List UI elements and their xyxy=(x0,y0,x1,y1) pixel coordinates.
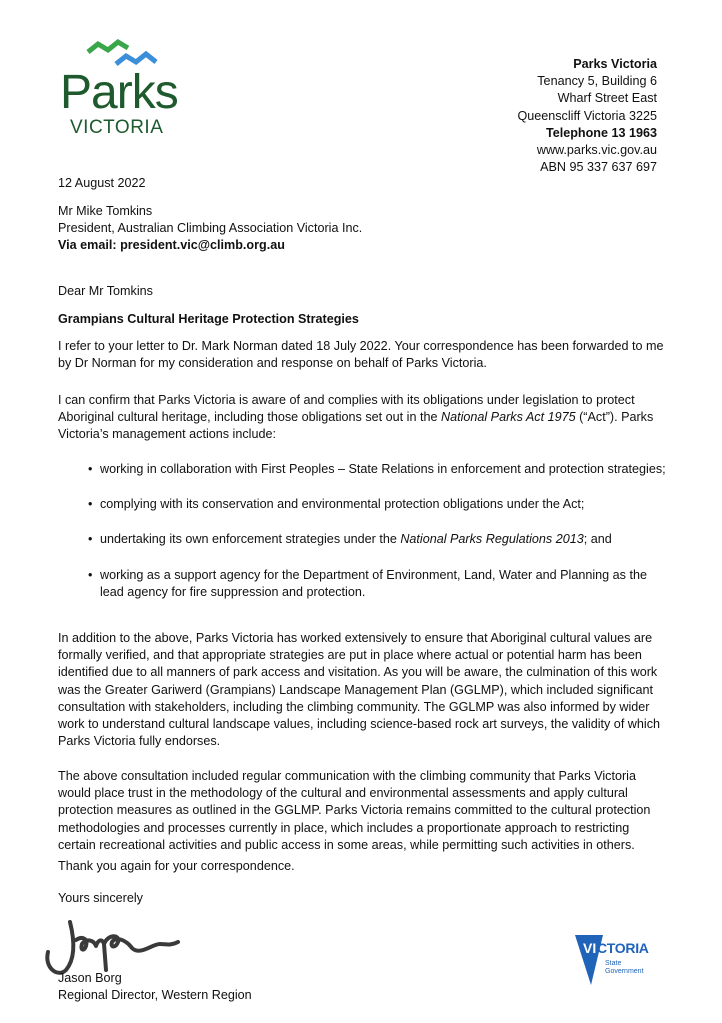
address-line-2: Wharf Street East xyxy=(557,91,657,106)
sender-abn: ABN 95 337 637 697 xyxy=(540,160,657,175)
list-item xyxy=(58,567,668,601)
vic-logo-state: State xyxy=(605,960,622,967)
list-item-text: working as a support agency for the Department of Environment, Land, Water and Planning as the lead agency for fire suppression and protection. xyxy=(100,567,647,599)
list-item-text: complying with its conservation and environmental protection obligations under the Act; xyxy=(100,497,585,512)
salutation: Dear Mr Tomkins xyxy=(58,284,153,298)
subject-heading: Grampians Cultural Heritage Protection Strategies xyxy=(58,312,359,326)
list-item xyxy=(58,461,668,478)
signatory-role: Regional Director, Western Region xyxy=(58,988,252,1003)
paragraph-2-text-b: (“Act”). Parks Victoria’s management actions include: xyxy=(58,410,654,442)
list-item-text-end: ; and xyxy=(583,532,612,547)
recipient-email[interactable]: Via email: president.vic@climb.org.au xyxy=(58,238,285,253)
parks-victoria-logo-icon xyxy=(58,38,208,138)
victoria-state-government-logo-icon xyxy=(575,933,665,988)
parks-victoria-logo xyxy=(58,38,208,138)
bullet-icon: • xyxy=(88,462,93,476)
bullet-icon: • xyxy=(88,532,93,547)
paragraph-3: In addition to the above, Parks Victoria has worked extensively to ensure that Aboriginal cultural values are formally verified, and that appropriate strategies are put in place where actual or potential harm has been identified due to all manners of park access and visitation. As you will be aware, the culmination of this work was the Greater Gariwerd (Grampians) Landscape Management Plan (GGLMP), which included significant consultation with stakeholders, including the climbing community. The GGLMP was also informed by wider work to understand cultural landscape values, including science-based rock art surveys, the validity of which Parks Victoria fully endorses. xyxy=(58,631,661,749)
paragraph-5: Thank you again for your correspondence. xyxy=(58,859,295,873)
bullet-icon: • xyxy=(88,567,93,582)
list-item xyxy=(58,531,668,548)
list-item xyxy=(58,496,668,513)
victoria-state-government-logo xyxy=(575,933,665,988)
vic-logo-government: Government xyxy=(605,968,644,975)
logo-word-parks: Parks xyxy=(60,66,178,119)
paragraph-1: I refer to your letter to Dr. Mark Norman dated 18 July 2022. Your correspondence has been forwarded to me by Dr Norman for my consideration and response on behalf of Parks Victoria. xyxy=(58,339,664,371)
recipient-title: President, Australian Climbing Association Victoria Inc. xyxy=(58,221,363,236)
bullet-icon: • xyxy=(88,497,93,512)
letter-date: 12 August 2022 xyxy=(58,176,146,190)
address-line-3: Queenscliff Victoria 3225 xyxy=(517,108,657,123)
sender-website[interactable]: www.parks.vic.gov.au xyxy=(536,143,657,158)
vic-logo-word: CTORIA xyxy=(597,940,649,956)
recipient-name: Mr Mike Tomkins xyxy=(58,204,153,218)
recipient-block xyxy=(58,203,668,255)
sender-org: Parks Victoria xyxy=(573,57,657,71)
logo-word-victoria: VICTORIA xyxy=(70,117,164,138)
valediction: Yours sincerely xyxy=(58,891,143,905)
list-item-text: working in collaboration with First Peoples – State Relations in enforcement and protection strategies; xyxy=(100,462,666,476)
signatory-name: Jason Borg xyxy=(58,971,122,985)
paragraph-2 xyxy=(58,392,668,444)
sender-phone: Telephone 13 1963 xyxy=(545,125,657,140)
management-actions-list xyxy=(58,461,668,619)
paragraph-2-text-a: I can confirm that Parks Victoria is aware of and complies with its obligations under legislation to protect Aboriginal cultural heritage, including those obligations set out in the xyxy=(58,393,635,425)
vic-logo-vi: VI xyxy=(583,940,597,956)
signature-icon xyxy=(40,918,200,978)
sender-address xyxy=(517,56,657,176)
list-item-text: undertaking its own enforcement strategies under the xyxy=(100,532,401,547)
regulations-title: National Parks Regulations 2013 xyxy=(400,532,584,547)
act-title: National Parks Act 1975 xyxy=(440,410,576,425)
address-line-1: Tenancy 5, Building 6 xyxy=(537,74,657,89)
signature xyxy=(40,918,200,978)
paragraph-4: The above consultation included regular communication with the climbing community that Parks Victoria would place trust in the methodology of the cultural and environmental assessments and apply cultural protection measures as outlined in the GGLMP. Parks Victoria remains committed to the cultural protection methodologies and processes currently in place, which includes a proportionate approach to restricting certain recreational activities and public access in some areas, while permitting such activities in others. xyxy=(58,769,651,852)
